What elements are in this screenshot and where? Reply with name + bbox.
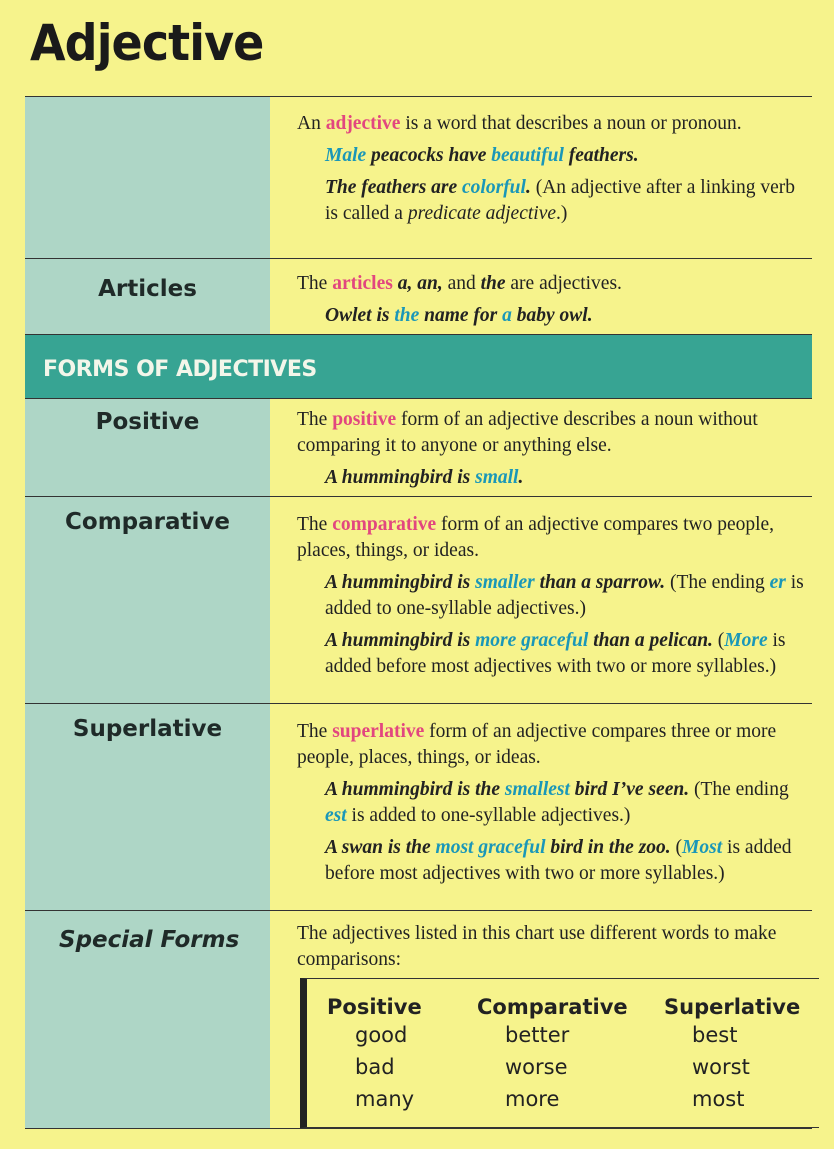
section-content [297, 407, 812, 497]
section-label: Superlative [72, 716, 223, 742]
text-segment: . [525, 177, 531, 198]
example-sentence [325, 175, 812, 227]
text-segment: peacocks have [366, 145, 492, 166]
table-cell: most [692, 1087, 745, 1111]
text-segment: (The ending [665, 572, 770, 593]
section-content [297, 719, 812, 893]
text-segment: bird I’ve seen. [569, 779, 690, 800]
text-segment: feathers. [563, 145, 639, 166]
text-segment: beautiful [491, 145, 564, 166]
section-content [297, 512, 812, 686]
table-cell: best [692, 1023, 738, 1047]
section-label: Articles [98, 276, 197, 302]
text-segment: ( [670, 837, 683, 858]
text-segment: are adjectives. [505, 273, 622, 294]
text-segment: The adjectives listed in this chart use different words to make comparisons: [297, 923, 777, 970]
definition-text [297, 719, 812, 771]
special-forms-table [300, 978, 819, 1128]
text-segment: than a pelican. [588, 630, 713, 651]
text-segment: the [394, 305, 420, 326]
table-cell: better [505, 1023, 570, 1047]
text-segment: comparative [332, 514, 437, 535]
definition-text [297, 111, 812, 137]
text-segment: form of an adjective compares three or more people, places, things, or ideas. [297, 721, 777, 768]
text-segment: is added before most adjectives with two or more syllables.) [325, 837, 792, 884]
section-row [25, 258, 812, 335]
text-segment: most graceful [435, 837, 546, 858]
text-segment: small [475, 467, 519, 488]
section-label-column [25, 97, 270, 259]
table-cell: more [505, 1087, 560, 1111]
text-segment: er [769, 572, 786, 593]
example-sentence [325, 303, 812, 329]
text-segment: The [297, 273, 333, 294]
text-segment: A swan is the [325, 837, 436, 858]
text-segment: Most [682, 837, 723, 858]
text-segment: A hummingbird is [325, 630, 476, 651]
text-segment: smallest [504, 779, 570, 800]
text-segment: articles [332, 273, 393, 294]
text-segment: positive [332, 409, 397, 430]
text-segment: smaller [475, 572, 535, 593]
column-header: Positive [327, 995, 422, 1019]
table-column-superlative [664, 995, 800, 1115]
text-segment: superlative [332, 721, 425, 742]
section-content [297, 921, 812, 979]
example-sentence [325, 465, 812, 491]
text-segment: more graceful [475, 630, 589, 651]
text-segment: than a sparrow. [534, 572, 666, 593]
section-label: Comparative [65, 509, 230, 535]
text-segment: A hummingbird is the [325, 779, 505, 800]
section-row [25, 496, 812, 704]
text-segment: A hummingbird is [325, 467, 476, 488]
table-column-comparative [477, 995, 628, 1115]
text-segment: is added before most adjectives with two or more syllables.) [325, 630, 786, 677]
text-segment: name for [419, 305, 503, 326]
text-segment: The [297, 514, 333, 535]
text-segment: More [724, 630, 768, 651]
example-sentence [325, 835, 812, 887]
text-segment: predicate adjective [407, 203, 557, 224]
text-segment: a [502, 305, 512, 326]
definition-text [297, 407, 812, 459]
section-row [25, 96, 812, 259]
definition-text [297, 271, 812, 297]
text-segment: baby owl. [511, 305, 593, 326]
section-label: Special Forms [59, 927, 240, 953]
banner-title: FORMS OF ADJECTIVES [43, 357, 317, 382]
text-segment: ( [712, 630, 725, 651]
text-segment: colorful [462, 177, 526, 198]
text-segment: is a word that describes a noun or pronoun. [400, 113, 742, 134]
section-content [297, 111, 812, 233]
table-cell: good [355, 1023, 408, 1047]
section-content [297, 271, 812, 335]
text-segment: The [297, 721, 333, 742]
text-segment: An [297, 113, 326, 134]
definition-text [297, 921, 812, 973]
table-cell: worst [692, 1055, 750, 1079]
table-cell: bad [355, 1055, 395, 1079]
section-row [25, 703, 812, 911]
text-segment: is added to one-syllable adjectives.) [325, 572, 804, 619]
text-segment: A hummingbird is [325, 572, 476, 593]
example-sentence [325, 628, 812, 680]
section-row [25, 397, 812, 496]
text-segment: .) [556, 203, 568, 224]
text-segment: bird in the zoo. [545, 837, 671, 858]
page-title: Adjective [30, 14, 264, 72]
example-sentence [325, 570, 812, 622]
forms-banner [25, 334, 812, 399]
text-segment: is added to one-syllable adjectives.) [346, 805, 631, 826]
table-column-positive [327, 995, 422, 1115]
text-segment: form of an adjective compares two people, places, things, or ideas. [297, 514, 775, 561]
text-segment: form of an adjective describes a noun without comparing it to anyone or anything else. [297, 409, 758, 456]
example-sentence [325, 777, 812, 829]
text-segment: a, an, [397, 273, 443, 294]
table-cell: many [355, 1087, 415, 1111]
example-sentence [325, 143, 812, 169]
text-segment: adjective [325, 113, 401, 134]
text-segment: the [480, 273, 506, 294]
text-segment: The feathers are [325, 177, 463, 198]
text-segment: est [325, 805, 347, 826]
text-segment: . [518, 467, 524, 488]
definition-text [297, 512, 812, 564]
text-segment: (The ending [689, 779, 789, 800]
text-segment: The [297, 409, 333, 430]
text-segment: Male [325, 145, 367, 166]
column-header: Comparative [477, 995, 628, 1019]
text-segment: Owlet is [325, 305, 395, 326]
text-segment: and [442, 273, 481, 294]
column-header: Superlative [664, 995, 801, 1019]
section-label: Positive [95, 409, 200, 435]
table-cell: worse [505, 1055, 568, 1079]
text-segment: (An adjective after a linking verb is called a [325, 177, 796, 224]
